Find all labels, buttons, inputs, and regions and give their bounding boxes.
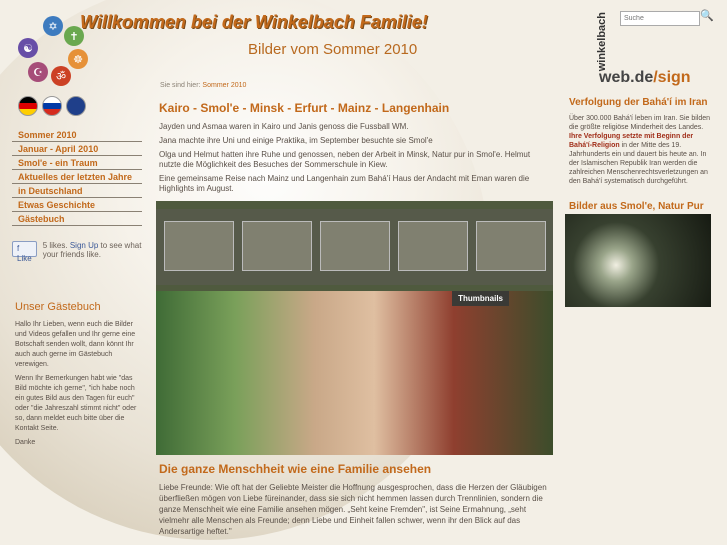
sidebar-text-part: Über 300.000 Bahá'í leben im Iran. Sie bilden die größte religiöse Minderheit des Landes. xyxy=(569,115,711,131)
gallery-thumbnail[interactable] xyxy=(242,221,312,271)
like-tail: to see what your friends like. xyxy=(42,241,142,259)
gallery-thumbnail[interactable] xyxy=(164,221,234,271)
flag-russian-icon[interactable] xyxy=(42,96,62,116)
nav-item-gaestebuch[interactable]: Gästebuch xyxy=(12,212,142,226)
article-body xyxy=(159,122,554,198)
like-button[interactable]: f Like xyxy=(12,241,37,257)
breadcrumb-current[interactable]: Sommer 2010 xyxy=(202,82,247,89)
breadcrumb xyxy=(160,82,246,89)
article-paragraph: Olga und Helmut hatten ihre Ruhe und genossen, neben der Arbeit in Minsk, Natur pur in Smol'e. Helmut nutzte die Möglichkeit des Besuches der Sommerschule in Kiew. xyxy=(159,150,531,169)
section-title: Die ganze Menschheit wie eine Familie ansehen xyxy=(159,462,432,476)
brand-logo xyxy=(596,12,696,87)
like-text xyxy=(43,241,142,259)
nav-item-aktuelles[interactable]: Aktuelles der letzten Jahre xyxy=(12,170,142,184)
brand-url xyxy=(599,69,691,87)
guestbook-title: Unser Gästebuch xyxy=(15,301,101,313)
article-paragraph: Eine gemeinsame Reise nach Mainz und Langenhain zum Bahá'í Haus der Andacht mit Eman waren die Highlights im August. xyxy=(159,174,530,193)
gallery-thumbnail[interactable] xyxy=(476,221,546,271)
article-paragraph: Jayden und Asmaa waren in Kairo und Janis genoss die Fussball WM. xyxy=(159,122,409,131)
guestbook-paragraph: Hallo Ihr Lieben, wenn euch die Bilder und Videos gefallen und Ihr gerne eine Botschaft senden wollt, dann könnt Ihr auch auch gerne im Gästebuch verewigen. xyxy=(15,321,136,368)
signup-link[interactable]: Sign Up xyxy=(69,241,99,250)
article-title: Kairo - Smol'e - Minsk - Erfurt - Mainz - Langenhain xyxy=(159,101,450,115)
thumbnail-strip xyxy=(156,209,553,285)
like-count: 5 likes. xyxy=(42,241,68,250)
thumbnails-toggle[interactable]: Thumbnails xyxy=(452,291,509,306)
nav-item-deutschland[interactable]: in Deutschland xyxy=(12,184,142,198)
nav-item-sommer-2010[interactable]: Sommer 2010 xyxy=(12,128,142,142)
sidebar-text xyxy=(569,114,714,186)
brand-vertical-text: winkelbach xyxy=(596,12,608,72)
nav-item-smole[interactable]: Smol'e - ein Traum xyxy=(12,156,142,170)
guestbook-paragraph: Wenn Ihr Bemerkungen habt wie "das Bild möchte ich gerne", "ich habe noch ein gutes Bild aus den Tagen für euch" oder "die Jahreszahl stimmt nicht" oder so, dann meldet euch bitte über die Kontakt Seite. xyxy=(15,375,137,432)
gallery-thumbnail[interactable] xyxy=(398,221,468,271)
search-icon[interactable]: 🔍 xyxy=(700,10,714,22)
article-paragraph: Jana machte ihre Uni und einige Praktika, im September besuchte sie Smol'e xyxy=(159,136,433,145)
sidebar-title: Verfolgung der Bahá'í im Iran xyxy=(569,97,708,108)
breadcrumb-prefix: Sie sind hier: xyxy=(160,82,201,89)
nav-item-geschichte[interactable]: Etwas Geschichte xyxy=(12,198,142,212)
flag-uk-icon[interactable] xyxy=(66,96,86,116)
gallery-thumbnail[interactable] xyxy=(320,221,390,271)
brand-domain: web.de xyxy=(599,69,654,86)
sidebar-title: Bilder aus Smol'e, Natur Pur xyxy=(569,201,704,212)
section-text: Liebe Freunde: Wie oft hat der Geliebte Meister die Hoffnung ausgesprochen, dass die Herzen der Gläubigen überfließen mögen von Liebe füreinander, dass sie sich nicht hemmen lassen durch Trennlinien, sondern die ganze Menschheit wie eine Familie ansehen mögen. „Seht keine Fremden", ist Seine Ermahnung, „seht vielmehr alle Menschen als Freunde; denn Liebe und Einheit fallen schwer, wenn ihr den Blick auf das Andersartige heftet." xyxy=(159,483,547,536)
sidebar-link[interactable]: Ihre Verfolgung setzte mit Beginn der Bahá'í-Religion xyxy=(569,133,694,149)
nature-photo[interactable] xyxy=(565,214,711,307)
brand-path: /sign xyxy=(653,69,691,86)
religions-logo: ✡ ✝ ☸ ॐ ☪ ☯ xyxy=(18,16,88,86)
sidebar-text-part: in der Mitte des 19. Jahrhunderts ein und dauert bis heute an. In der Islamischen Republik Iran werden die zahlreichen Menschenrechtsverletzungen an den Bahá'í systematisch durchgeführt. xyxy=(569,142,708,185)
nav-item-januar-april-2010[interactable]: Januar - April 2010 xyxy=(12,142,142,156)
language-flags xyxy=(18,96,86,116)
gallery-main-photo[interactable] xyxy=(156,291,553,455)
facebook-like-widget xyxy=(12,241,142,263)
guestbook-text xyxy=(15,320,145,452)
site-title: Willkommen bei der Winkelbach Familie! xyxy=(80,12,428,32)
photo-gallery[interactable] xyxy=(156,201,553,455)
guestbook-paragraph: Danke xyxy=(15,439,36,446)
main-navigation xyxy=(12,128,142,226)
flag-german-icon[interactable] xyxy=(18,96,38,116)
page-subtitle: Bilder vom Sommer 2010 xyxy=(248,41,418,58)
